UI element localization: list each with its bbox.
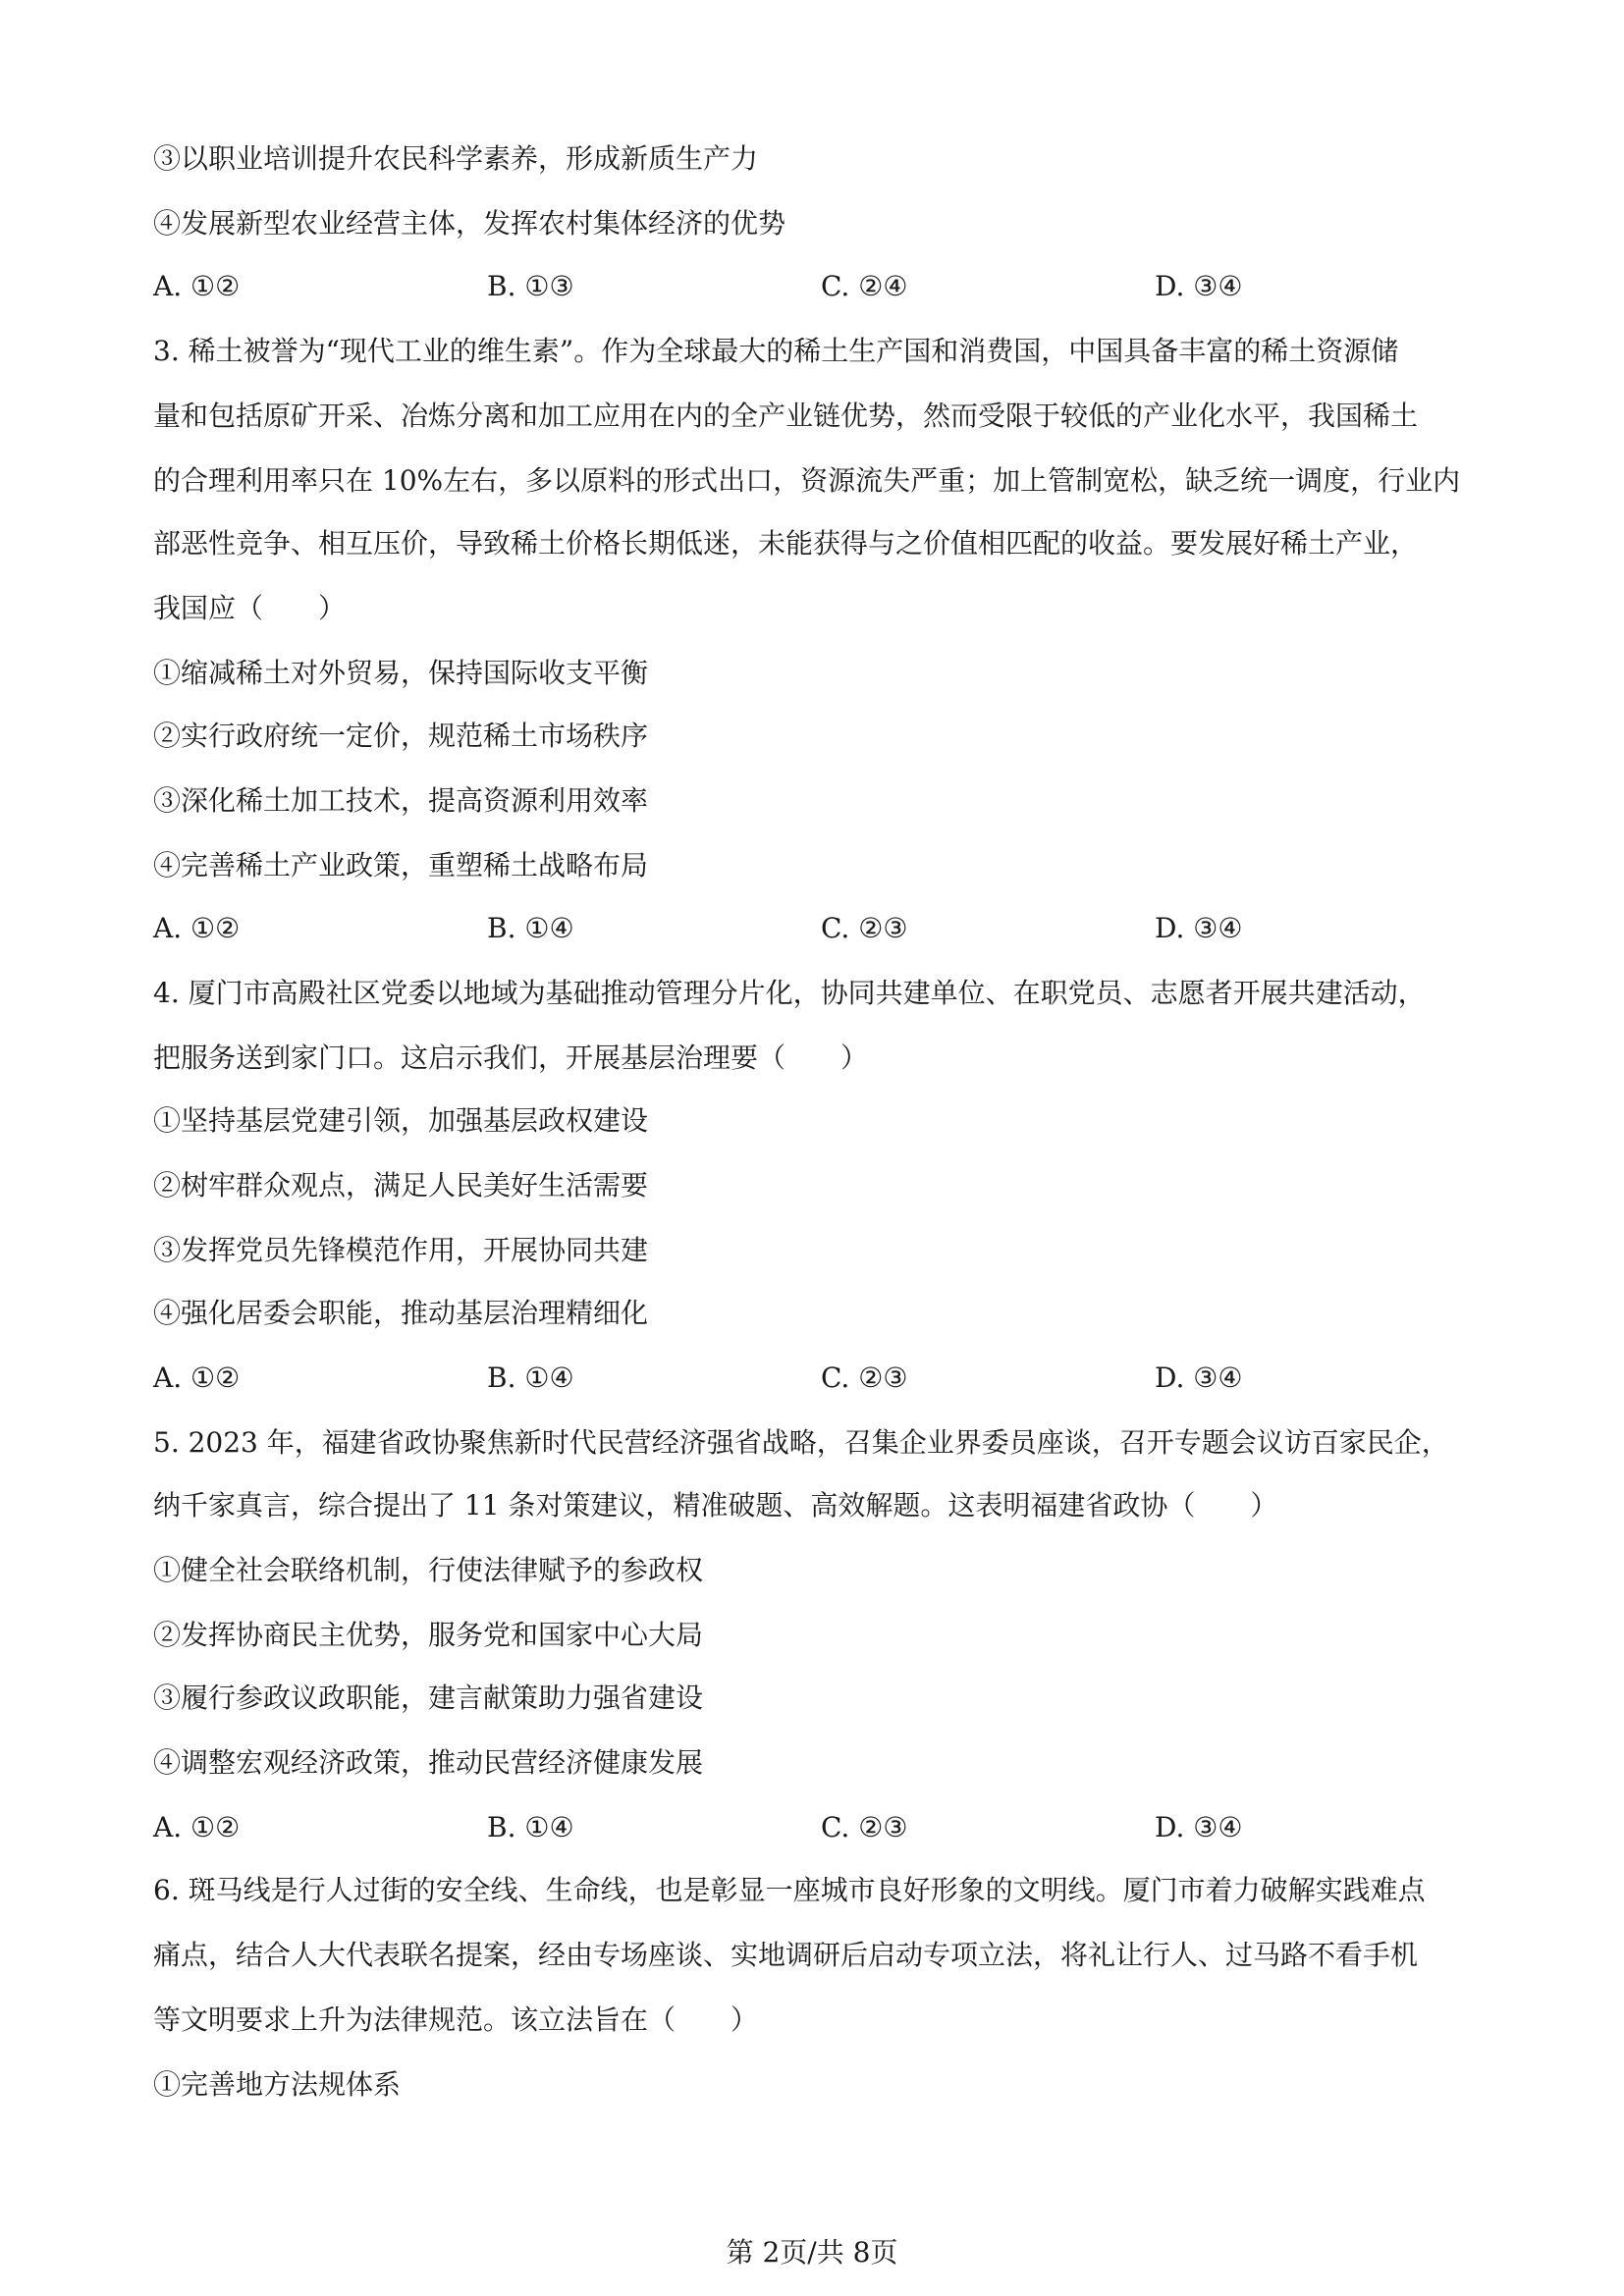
q4-option-d[interactable]: D. ③④ — [1155, 1362, 1243, 1394]
q3-option-c[interactable]: C. ②③ — [821, 912, 908, 944]
q4-stem-line-1: 4. 厦门市高殿社区党委以地域为基础推动管理分片化，协同共建单位、在职党员、志愿者开展共建活动， — [153, 977, 1426, 1009]
q5-stem-line-1: 5. 2023 年，福建省政协聚焦新时代民营经济强省战略，召集企业界委员座谈，召开专题会议访百家民企， — [153, 1426, 1449, 1459]
q5-statement-1: ①健全社会联络机制，行使法律赋予的参政权 — [153, 1554, 704, 1586]
q4-statement-4: ④强化居委会职能，推动基层治理精细化 — [153, 1297, 649, 1329]
q5-option-b[interactable]: B. ①④ — [487, 1811, 574, 1843]
q6-stem-line-1: 6. 斑马线是行人过街的安全线、生命线，也是彰显一座城市良好形象的文明线。厦门市着力破解实践难点 — [153, 1874, 1426, 1906]
q3-stem-line-5: 我国应（ ） — [153, 592, 347, 624]
q3-option-a[interactable]: A. ①② — [153, 912, 241, 944]
q3-stem-line-4: 部恶性竞争、相互压价，导致稀土价格长期低迷，未能获得与之价值相匹配的收益。要发展好稀土产业， — [153, 527, 1419, 560]
q2-options — [153, 267, 1479, 306]
q2-statement-4: ④发展新型农业经营主体，发挥农村集体经济的优势 — [153, 207, 786, 240]
q3-options — [153, 909, 1479, 948]
q3-option-d[interactable]: D. ③④ — [1155, 912, 1243, 944]
q3-statement-3: ③深化稀土加工技术，提高资源利用效率 — [153, 784, 649, 817]
q4-option-c[interactable]: C. ②③ — [821, 1362, 908, 1394]
q5-option-d[interactable]: D. ③④ — [1155, 1811, 1243, 1843]
q4-option-a[interactable]: A. ①② — [153, 1362, 241, 1394]
q2-option-c[interactable]: C. ②④ — [821, 270, 908, 302]
q5-options — [153, 1808, 1479, 1847]
q2-option-a[interactable]: A. ①② — [153, 270, 241, 302]
q3-statement-4: ④完善稀土产业政策，重塑稀土战略布局 — [153, 849, 649, 881]
q3-stem-line-2: 量和包括原矿开采、冶炼分离和加工应用在内的全产业链优势，然而受限于较低的产业化水平，我国稀土 — [153, 400, 1419, 432]
q4-statement-1: ①坚持基层党建引领，加强基层政权建设 — [153, 1104, 649, 1137]
q6-statement-1: ①完善地方法规体系 — [153, 2068, 402, 2101]
q4-stem-line-2: 把服务送到家门口。这启示我们，开展基层治理要（ ） — [153, 1041, 869, 1074]
q4-options — [153, 1359, 1479, 1398]
q3-statement-1: ①缩减稀土对外贸易，保持国际收支平衡 — [153, 657, 649, 689]
q3-stem-line-1: 3. 稀土被誉为“现代工业的维生素”。作为全球最大的稀土生产国和消费国，中国具备丰富的稀土资源储 — [153, 335, 1399, 367]
q3-stem-line-3: 的合理利用率只在 10%左右，多以原料的形式出口，资源流失严重；加上管制宽松，缺乏统一调度，行业内 — [153, 464, 1461, 497]
q5-statement-2: ②发挥协商民主优势，服务党和国家中心大局 — [153, 1619, 704, 1651]
q5-statement-4: ④调整宏观经济政策，推动民营经济健康发展 — [153, 1746, 704, 1779]
q4-statement-3: ③发挥党员先锋模范作用，开展协同共建 — [153, 1234, 649, 1266]
q2-statement-3: ③以职业培训提升农民科学素养，形成新质生产力 — [153, 142, 759, 175]
q5-stem-line-2: 纳千家真言，综合提出了 11 条对策建议，精准破题、高效解题。这表明福建省政协（ ） — [153, 1489, 1278, 1522]
q2-option-d[interactable]: D. ③④ — [1155, 270, 1243, 302]
q6-stem-line-3: 等文明要求上升为法律规范。该立法旨在（ ） — [153, 2003, 759, 2036]
page-number-footer: 第 2页/共 8页 — [726, 2236, 898, 2269]
q6-stem-line-2: 痛点，结合人大代表联名提案，经由专场座谈、实地调研后启动专项立法，将礼让行人、过马路不看手机 — [153, 1939, 1419, 1971]
q3-statement-2: ②实行政府统一定价，规范稀土市场秩序 — [153, 720, 649, 752]
q5-statement-3: ③履行参政议政职能，建言献策助力强省建设 — [153, 1682, 704, 1714]
q3-option-b[interactable]: B. ①④ — [487, 912, 574, 944]
q5-option-a[interactable]: A. ①② — [153, 1811, 241, 1843]
q4-option-b[interactable]: B. ①④ — [487, 1362, 574, 1394]
q5-option-c[interactable]: C. ②③ — [821, 1811, 908, 1843]
q2-option-b[interactable]: B. ①③ — [487, 270, 574, 302]
q4-statement-2: ②树牢群众观点，满足人民美好生活需要 — [153, 1169, 649, 1201]
